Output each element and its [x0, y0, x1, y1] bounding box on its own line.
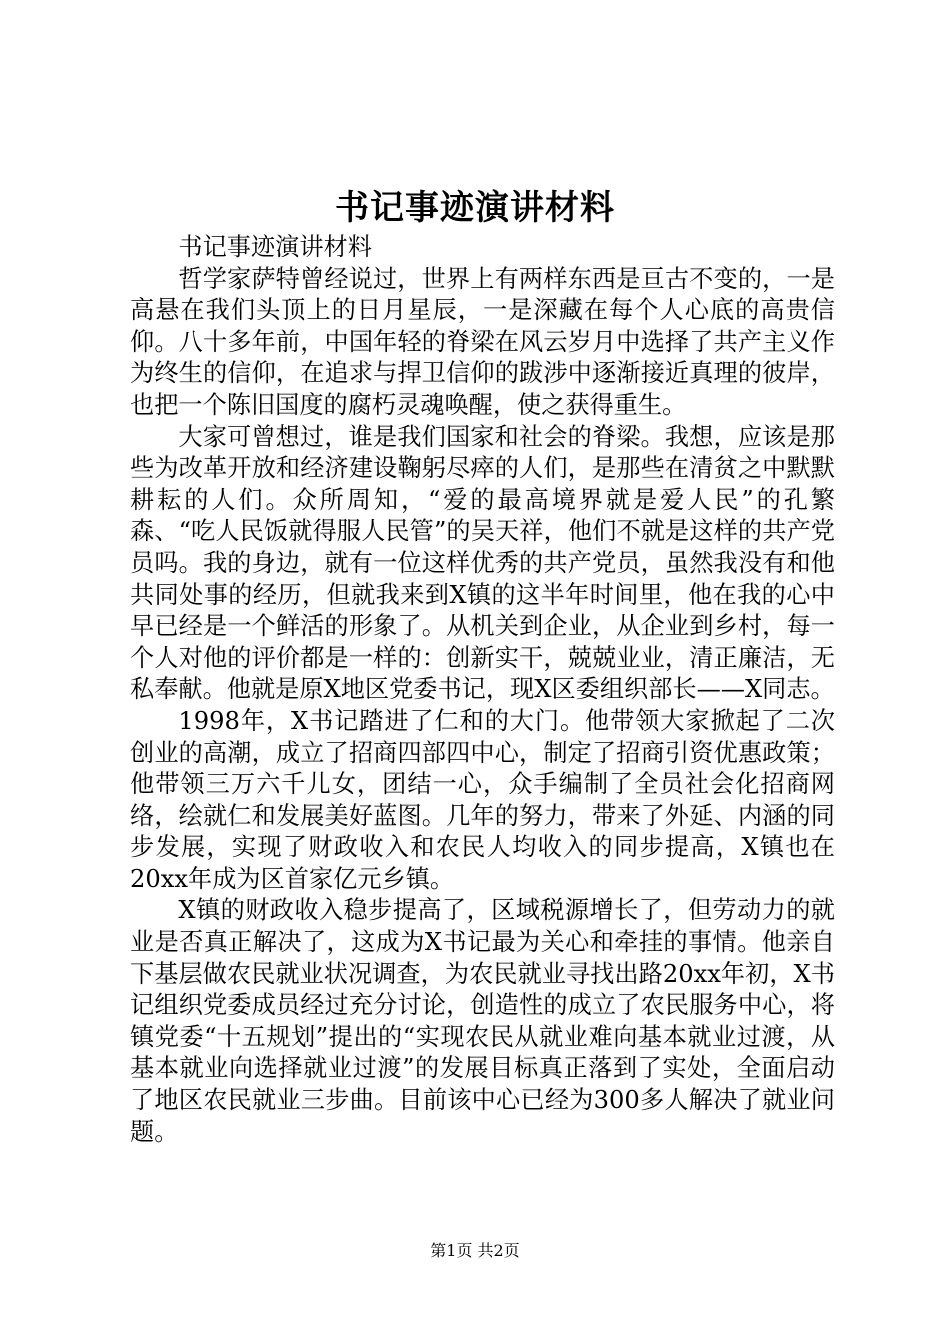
document-title: 书记事迹演讲材料 [335, 188, 615, 228]
paragraph: 1998年，X书记踏进了仁和的大门。他带领大家掀起了二次创业的高潮，成立了招商四部四中心，制定了招商引资优惠政策；他带领三万六千儿女，团结一心，众手编制了全员社会化招商网络，绘就仁和发展美好蓝图。几年的努力，带来了外延、内涵的同步发展，实现了财政收入和农民人均收入的同步提高，X镇也在20xx年成为区首家亿元乡镇。 [130, 706, 835, 893]
paragraph: 哲学家萨特曾经说过，世界上有两样东西是亘古不变的，一是高悬在我们头顶上的日月星辰，一是深藏在每个人心底的高贵信仰。八十多年前，中国年轻的脊梁在风云岁月中选择了共产主义作为终生的信仰，在追求与捍卫信仰的跋涉中逐渐接近真理的彼岸，也把一个陈旧国度的腐朽灵魂唤醒，使之获得重生。 [130, 264, 835, 419]
subtitle-line: 书记事迹演讲材料 [178, 233, 372, 261]
paragraph: 大家可曾想过，谁是我们国家和社会的脊梁。我想，应该是那些为改革开放和经济建设鞠躬尽瘁的人们，是那些在清贫之中默默耕耘的人们。众所周知，“爱的最高境界就是爱人民”的孔繁森、“吃人民饭就得服人民管”的吴天祥，他们不就是这样的共产党员吗。我的身边，就有一位这样优秀的共产党员，虽然我没有和他共同处事的经历，但就我来到X镇的这半年时间里，他在我的心中早已经是一个鲜活的形象了。从机关到企业，从企业到乡村，每一个人对他的评价都是一样的：创新实干，兢兢业业，清正廉洁，无私奉献。他就是原X地区党委书记，现X区委组织部长——X同志。 [130, 422, 835, 704]
page-footer: 第1页 共2页 [430, 1241, 520, 1260]
document-body [130, 232, 835, 1148]
paragraph: X镇的财政收入稳步提高了，区域税源增长了，但劳动力的就业是否真正解决了，这成为X书记最为关心和牵挂的事情。他亲自下基层做农民就业状况调查，为农民就业寻找出路20xx年初，X书记组织党委成员经过充分讨论，创造性的成立了农民服务中心，将镇党委“十五规划”提出的“实现农民从就业难向基本就业过渡，从基本就业向选择就业过渡”的发展目标真正落到了实处，全面启动了地区农民就业三步曲。目前该中心已经为300多人解决了就业问题。 [130, 896, 835, 1146]
